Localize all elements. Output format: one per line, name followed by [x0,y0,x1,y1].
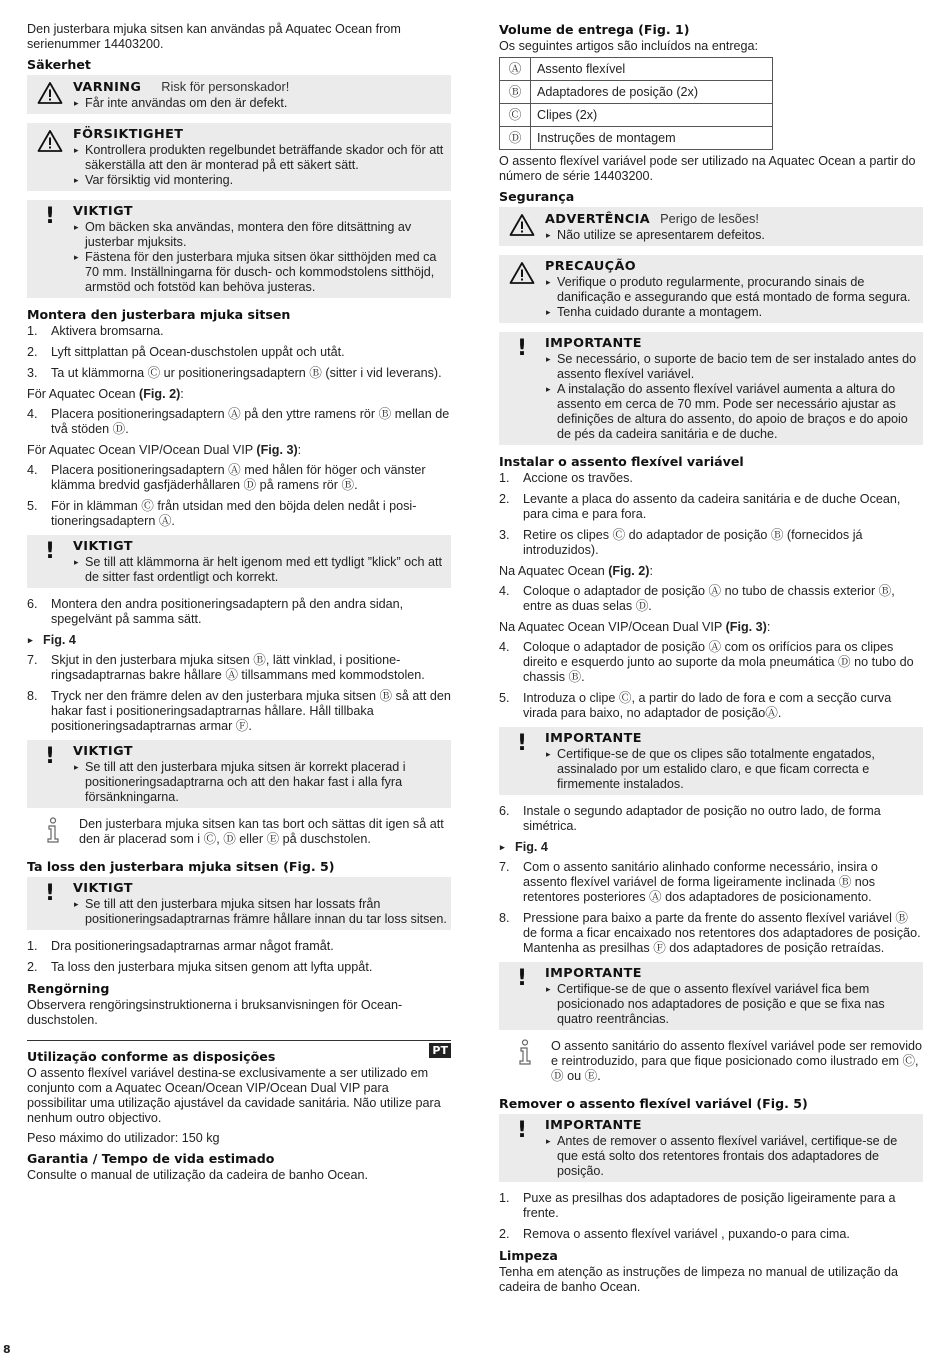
warning-subtitle: Risk för personskador! [161,79,290,94]
table-row: Ⓓ Instruções de montagem [500,127,773,150]
install-heading: Instalar o assento flexível variável [499,454,744,469]
exclamation-icon: ! [44,744,56,769]
warning-box [499,207,923,246]
warning-triangle-icon [509,261,535,285]
warning-triangle-icon [37,129,63,153]
caution-box [27,123,451,191]
exclamation-icon: ! [44,539,56,564]
step-item: 4. Placera positioneringsadaptern Ⓐ på den yttre ramens rör Ⓑ mellan de två stöden Ⓓ. [27,407,450,436]
table-row: Ⓐ Assento flexível [500,58,773,81]
important-box [27,535,451,588]
exclamation-icon: ! [44,881,56,906]
bullet-item: ▸ Certifique-se de que os clipes são totalmente engatados, assinalado por um estalido claro, e que ficam correcta e firmemente instalados. [545,747,919,792]
important-title: VIKTIGT [73,204,133,219]
bullet-item: ▸ Tenha cuidado durante a montagem. [545,305,919,320]
cleaning-text: Tenha em atenção as instruções de limpeza no manual de utilização da cadeira de banho Ocean. [499,1265,899,1294]
important-title: IMPORTANTE [545,731,642,746]
bullet-item: ▸ Se till att klämmorna är helt igenom med ett tydligt ”klick” och att de sitter fast ordentligt och korrekt. [73,555,447,585]
bullet-item: ▸ Se necessário, o suporte de bacio tem de ser instalado antes do assento flexível variável. [545,352,919,382]
bullet-item: ▸ Fästena för den justerbara mjuka sitsen ökar sitthöjden med ca 70 mm. Inställningarna för dusch- och kommodstolens sitthöjd, armstöd och fotstöd kan behöva justeras. [73,250,447,295]
important-title: IMPORTANTE [545,1118,642,1133]
step-item: 2. Remova o assento flexível variável , puxando-o para cima. [499,1227,850,1241]
language-badge-pt: PT [429,1043,451,1058]
exclamation-icon: ! [516,1118,528,1143]
use-text: O assento flexível variável destina-se exclusivamente a ser utilizado em conjunto com a Aquatec Ocean/Ocean VIP/Ocean Dual VIP para possibilitar uma utilização ajustável da cavidade sanitária. Não utilize para nenhum outro objectivo. [27,1066,441,1125]
cleaning-text: Observera rengöringsinstruktionerna i bruksanvisningen för Ocean-duschstolen. [27,998,403,1027]
bullet-item: ▸ Om bäcken ska användas, montera den före ditsättning av justerbar mjuksits. [73,220,447,250]
important-title: IMPORTANTE [545,336,642,351]
important-title: IMPORTANTE [545,966,642,981]
exclamation-icon: ! [44,204,56,229]
variant-label: För Aquatec Ocean (Fig. 2): [27,387,184,401]
caution-box [499,255,923,323]
warning-subtitle: Perigo de lesões! [660,211,759,226]
step-item: 5. Introduza o clipe Ⓒ, a partir do lado de fora e com a secção curva virada para baixo, no adaptador de posiçãoⒶ. [499,691,892,720]
step-item: 8. Tryck ner den främre delen av den justerbara mjuka sitsen Ⓑ så att den hakar fast i positioneringsadaptrarnas hållare. Håll tillbaka positioneringsadaptrarnas armar Ⓕ. [27,689,451,733]
page-number: 8 [3,1343,11,1356]
warning-triangle-icon [37,81,63,105]
warning-triangle-icon [509,213,535,237]
cleaning-heading: Limpeza [499,1248,558,1263]
left-column-swedish [27,22,451,1188]
exclamation-icon: ! [516,966,528,991]
important-box [499,962,923,1030]
important-title: VIKTIGT [73,744,133,759]
remove-heading: Ta loss den justerbara mjuka sitsen (Fig. 5) [27,859,335,874]
step-item: 2. Lyft sittplattan på Ocean-duschstolen uppåt och utåt. [27,345,345,359]
important-title: VIKTIGT [73,881,133,896]
cleaning-heading: Rengörning [27,981,110,996]
info-icon [45,817,61,843]
bullet-item: ▸ Verifique o produto regularmente, procurando sinais de danificação e assegurando que está montado de forma segura. [545,275,919,305]
bullet-item: ▸ Não utilize se apresentarem defeitos. [545,228,919,243]
use-heading: Utilização conforme as disposições [27,1049,276,1064]
step-item: 8. Pressione para baixo a parte da frente do assento flexível variável Ⓑ de forma a ficar encaixado nos retentores dos adaptadores de posição. Mantenha as presilhas Ⓕ dos adaptadores de posição retraídas. [499,911,921,955]
step-item: 1. Aktivera bromsarna. [27,324,164,338]
bullet-item: ▸ Se till att den justerbara mjuka sitsen är korrekt placerad i positioneringsadaptrarna och att den hakar fast i alla fyra försänkningarna. [73,760,447,805]
variant-label: Na Aquatec Ocean (Fig. 2): [499,564,653,578]
fig-reference: ▸ Fig. 4 [499,840,923,855]
step-item: 1. Dra positioneringsadaptrarnas armar något framåt. [27,939,334,953]
step-item: 6. Montera den andra positioneringsadaptern på den andra sidan, spegelvänt på samma sätt. [27,597,404,626]
important-box [499,332,923,445]
step-item: 5. För in klämman Ⓒ från utsidan med den böjda delen nedåt i positioneringsadaptern Ⓐ. [27,499,417,528]
variant-label: För Aquatec Ocean VIP/Ocean Dual VIP (Fig. 3): [27,443,302,457]
bullet-item: ▸ Kontrollera produkten regelbundet beträffande skador och för att säkerställa att den är monterad på ett säkert sätt. [73,143,447,173]
exclamation-icon: ! [516,336,528,361]
bullet-item: ▸ Var försiktig vid montering. [73,173,447,188]
max-weight: Peso máximo do utilizador: 150 kg [27,1131,220,1145]
right-column-portuguese [499,22,923,1300]
mount-heading: Montera den justerbara mjuka sitsen [27,307,291,322]
step-item: 6. Instale o segundo adaptador de posição no outro lado, de forma simétrica. [499,804,881,833]
step-item: 3. Ta ut klämmorna Ⓒ ur positioneringsadaptern Ⓑ (sitter i vid leverans). [27,366,442,380]
warning-title: ADVERTÊNCIA [545,212,651,227]
caution-title: FÖRSIKTIGHET [73,127,184,142]
fig-reference: ▸ Fig. 4 [27,633,451,648]
bullet-item: ▸ Får inte användas om den är defekt. [73,96,447,111]
intro-text: Den justerbara mjuka sitsen kan användas på Aquatec Ocean from serienummer 14403200. [27,22,401,51]
info-note: O assento sanitário do assento flexível variável pode ser removido e reintroduzido, para que fique posicionado como ilustrado em Ⓒ, Ⓓ ou Ⓔ. [499,1039,923,1084]
important-box [499,727,923,795]
important-box [27,877,451,930]
step-item: 4. Coloque o adaptador de posição Ⓐ com os orifícios para os clipes direito e esquerdo junto ao suporte da mola pneumática Ⓓ no tubo do chassis Ⓑ. [499,640,914,684]
important-box [27,740,451,808]
variant-label: Na Aquatec Ocean VIP/Ocean Dual VIP (Fig. 3): [499,620,771,634]
intro-text: O assento flexível variável pode ser utilizado na Aquatec Ocean a partir do número de série 14403200. [499,154,916,183]
important-box [27,200,451,298]
exclamation-icon: ! [516,731,528,756]
caution-title: PRECAUÇÃO [545,259,637,274]
warranty-text: Consulte o manual de utilização da cadeira de banho Ocean. [27,1168,368,1182]
step-item: 7. Skjut in den justerbara mjuka sitsen Ⓑ, lätt vinklad, i positioneringsadaptrarnas bakre hållare Ⓐ tillsammans med kommodstolen. [27,653,425,682]
bullet-item: ▸ Certifique-se de que o assento flexível variável fica bem posicionado nos adaptadores de posição e que se fixa nas quatro reentrâncias. [545,982,919,1027]
bullet-item: ▸ A instalação do assento flexível variável aumenta a altura do assento em cerca de 70 mm. Pode ser necessário ajustar as definições de altura do assento, do apoio de braços e do apoio de pés da cadeira sanitária e de duche. [545,382,919,442]
delivery-heading: Volume de entrega (Fig. 1) [499,22,690,37]
warranty-heading: Garantia / Tempo de vida estimado [27,1151,275,1166]
important-title: VIKTIGT [73,539,133,554]
important-box [499,1114,923,1182]
step-item: 7. Com o assento sanitário alinhado conforme necessário, insira o assento flexível variável de forma ligeiramente inclinada Ⓑ nos retentores posteriores Ⓐ dos adaptadores de posicionamento. [499,860,878,904]
delivery-table [499,57,773,150]
step-item: 2. Ta loss den justerbara mjuka sitsen genom att lyfta uppåt. [27,960,373,974]
step-item: 4. Coloque o adaptador de posição Ⓐ no tubo de chassis exterior Ⓑ, entre as duas selas Ⓓ. [499,584,895,613]
step-item: 4. Placera positioneringsadaptern Ⓐ med hålen för höger och vänster klämma bredvid gasfjäderhållaren Ⓓ på ramens rör Ⓑ. [27,463,426,492]
warning-title: VARNING [73,80,142,95]
bullet-item: ▸ Antes de remover o assento flexível variável, certifique-se de que está solto dos retentores frontais dos adaptadores de posição. [545,1134,919,1179]
table-row: Ⓒ Clipes (2x) [500,104,773,127]
safety-heading: Segurança [499,189,575,204]
safety-heading: Säkerhet [27,57,91,72]
step-item: 2. Levante a placa do assento da cadeira sanitária e de duche Ocean, para cima e para fora. [499,492,901,521]
info-note: Den justerbara mjuka sitsen kan tas bort och sättas dit igen så att den är placerad som i Ⓒ, Ⓓ eller Ⓔ på duschstolen. [27,817,451,847]
delivery-intro: Os seguintes artigos são incluídos na entrega: [499,39,759,53]
step-item: 3. Retire os clipes Ⓒ do adaptador de posição Ⓑ (fornecidos já introduzidos). [499,528,863,557]
warning-box [27,75,451,114]
remove-heading: Remover o assento flexível variável (Fig. 5) [499,1096,808,1111]
step-item: 1. Accione os travões. [499,471,633,485]
step-item: 1. Puxe as presilhas dos adaptadores de posição ligeiramente para a frente. [499,1191,896,1220]
bullet-item: ▸ Se till att den justerbara mjuka sitsen har lossats från positioneringsadaptrarnas främre hållare innan du tar loss sitsen. [73,897,447,927]
table-row: Ⓑ Adaptadores de posição (2x) [500,81,773,104]
info-icon [517,1039,533,1065]
